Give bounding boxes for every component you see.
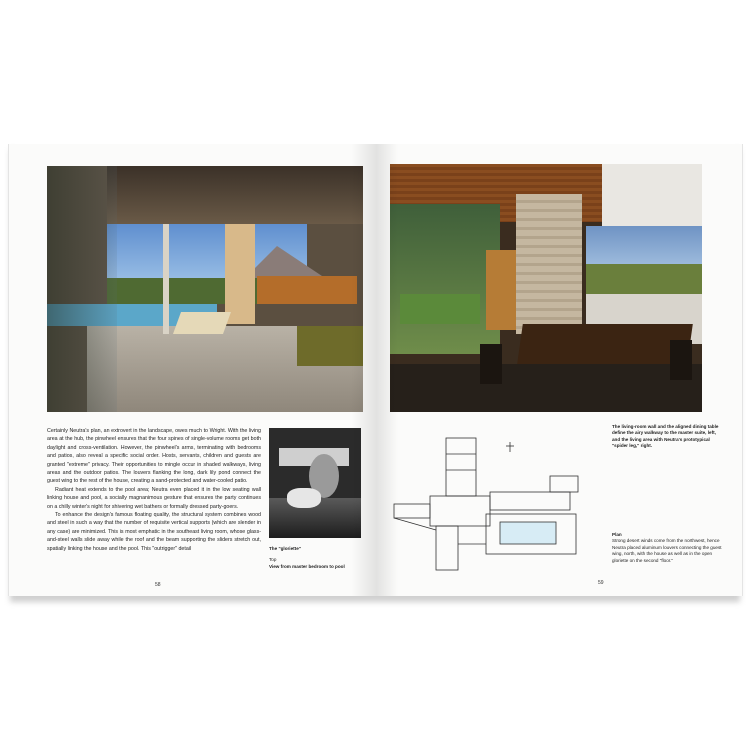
- bedroom-photo: [47, 166, 363, 412]
- caption-text: View from master bedroom to pool: [269, 563, 345, 569]
- plan-caption: [612, 532, 724, 564]
- page-number-left: 58: [155, 582, 161, 588]
- open-book: [8, 144, 742, 600]
- caption-title: The "gloriette": [269, 546, 301, 551]
- gutter-shade-right: [376, 144, 398, 596]
- floor-plan: [390, 434, 590, 574]
- page-edges-left: [8, 148, 9, 594]
- gloriette-photo: [269, 428, 361, 538]
- page-number-right: 59: [598, 580, 604, 586]
- body-paragraph-3: To enhance the design's famous floating quality, the structural system combines wood and steel in such a way that the number of requisite vertical supports (which are slender in any case) are minimized. This is most emphatic in the southeast living room, whose glass-and-steel walls slide away while the roof and the beam supporting the sliders stretch out, spatially linking the house and the pool. This "outrigger" detail: [47, 512, 261, 552]
- dining-caption: The living-room wall and the aligned dining table define the airy walkway to the master suite, left, and the living area with Neutra's prototypical "spider leg," right.: [612, 424, 719, 449]
- left-page: [8, 144, 377, 596]
- caption-label: Top: [269, 557, 277, 563]
- right-page: [376, 144, 743, 596]
- body-text: [47, 427, 261, 553]
- page-edges-right: [742, 148, 743, 594]
- body-paragraph-1: Certainly Neutra's plan, an extrovert in the landscape, owes much to Wright. With the living area at the hub, the pinwheel ensures that the four spines of single-volume rooms get both daylight and cross-ventilation. However, the pinwheel's arms, terminating with bedrooms and patios, also reveal a specific social order. Hosts, servants, children and guests are granted "extreme" privacy. Their opportunities to mingle occur in shaded walkways, living areas and the outdoor patios. The louvers flanking the long, dark lily pond connect the guest wing to the rest of the house, creating a sand-protected and water-cooled patio.: [47, 428, 261, 485]
- gloriette-caption: [269, 546, 361, 570]
- body-paragraph-2: Radiant heat extends to the pool area; Neutra even placed it in the low seating wall linking house and pool, a socially magnanimous gesture that ensures the party continues on a chilly winter's night for shivering wet bathers or formally dressed party-goers.: [47, 486, 261, 510]
- gutter-shade-left: [351, 144, 377, 596]
- plan-caption-title: Plan: [612, 532, 622, 537]
- plan-caption-text: Strong desert winds come from the northwest, hence Neutra placed aluminum louvers connecting the guest wing, north, with the house as well as in the open gloriette on the second "floor.": [612, 538, 722, 563]
- dining-photo: [390, 164, 702, 412]
